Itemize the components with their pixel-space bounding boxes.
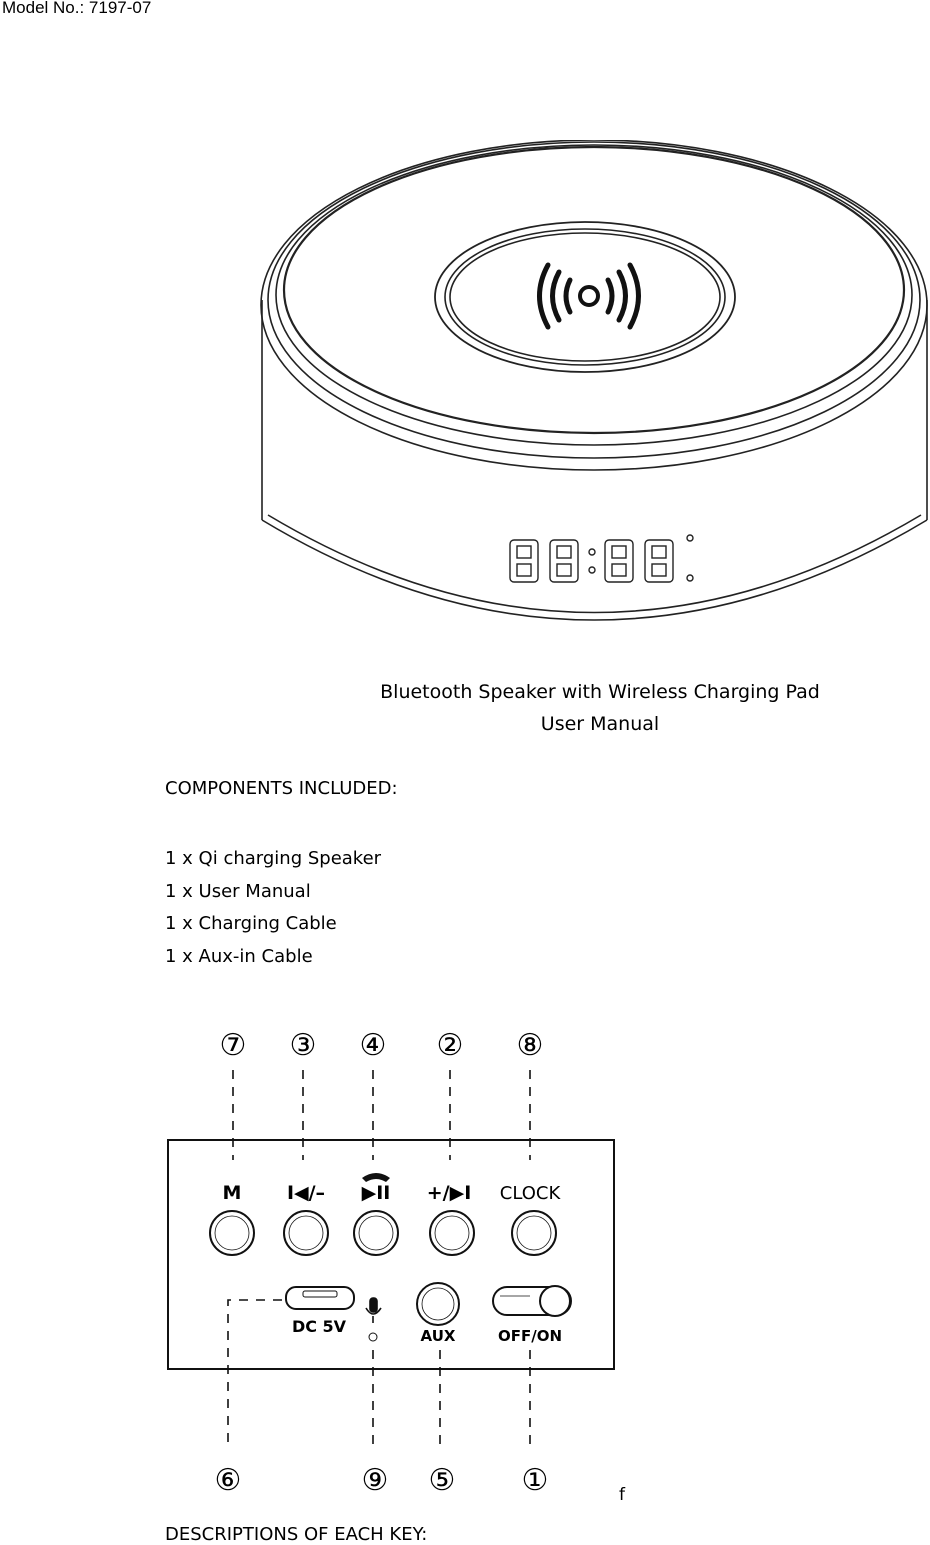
callout-1: ① xyxy=(521,1463,549,1498)
callout-9: ⑨ xyxy=(361,1463,389,1498)
callout-5: ⑤ xyxy=(428,1463,456,1498)
list-item: 1 x Qi charging Speaker xyxy=(165,848,382,869)
m-button-label: M xyxy=(222,1182,242,1204)
list-item: 1 x Aux-in Cable xyxy=(165,945,313,967)
manual-title-line2: User Manual xyxy=(540,713,660,735)
aux-label: AUX xyxy=(420,1327,456,1345)
m-button xyxy=(210,1211,254,1255)
control-panel-diagram xyxy=(160,1015,640,1505)
callout-8: ⑧ xyxy=(516,1028,544,1063)
manual-title-line1: Bluetooth Speaker with Wireless Charging Pad xyxy=(380,681,820,703)
wireless-icon xyxy=(540,265,639,327)
clock-button-label: CLOCK xyxy=(499,1183,561,1204)
list-item: 1 x User Manual xyxy=(165,880,311,902)
callout-2: ② xyxy=(436,1028,464,1063)
dc-label: DC 5V xyxy=(291,1317,347,1336)
callout-7: ⑦ xyxy=(219,1028,247,1063)
switch-label: OFF/ON xyxy=(497,1327,563,1345)
next-button-label: +/▶I xyxy=(426,1182,472,1204)
prev-button-label: I◀/– xyxy=(286,1182,326,1204)
descriptions-heading: DESCRIPTIONS OF EACH KEY: xyxy=(165,1524,428,1545)
stray-character: f xyxy=(619,1485,625,1505)
phone-icon xyxy=(362,1173,390,1182)
led-display xyxy=(510,535,693,582)
power-switch xyxy=(493,1286,571,1316)
callout-3: ③ xyxy=(289,1028,317,1063)
clock-button xyxy=(512,1211,556,1255)
play-button xyxy=(354,1211,398,1255)
product-illustration xyxy=(250,140,930,665)
dc-port xyxy=(286,1287,354,1309)
next-button xyxy=(430,1211,474,1255)
callout-6: ⑥ xyxy=(214,1463,242,1498)
play-button-label: ▶II xyxy=(361,1182,391,1204)
model-number: Model No.: 7197-07 xyxy=(2,0,152,17)
callout-4: ④ xyxy=(359,1028,387,1063)
components-list xyxy=(165,843,381,973)
prev-button xyxy=(284,1211,328,1255)
microphone-icon xyxy=(366,1298,381,1341)
components-heading: COMPONENTS INCLUDED: xyxy=(165,778,398,799)
list-item: 1 x Charging Cable xyxy=(165,913,337,934)
aux-port xyxy=(417,1283,459,1325)
